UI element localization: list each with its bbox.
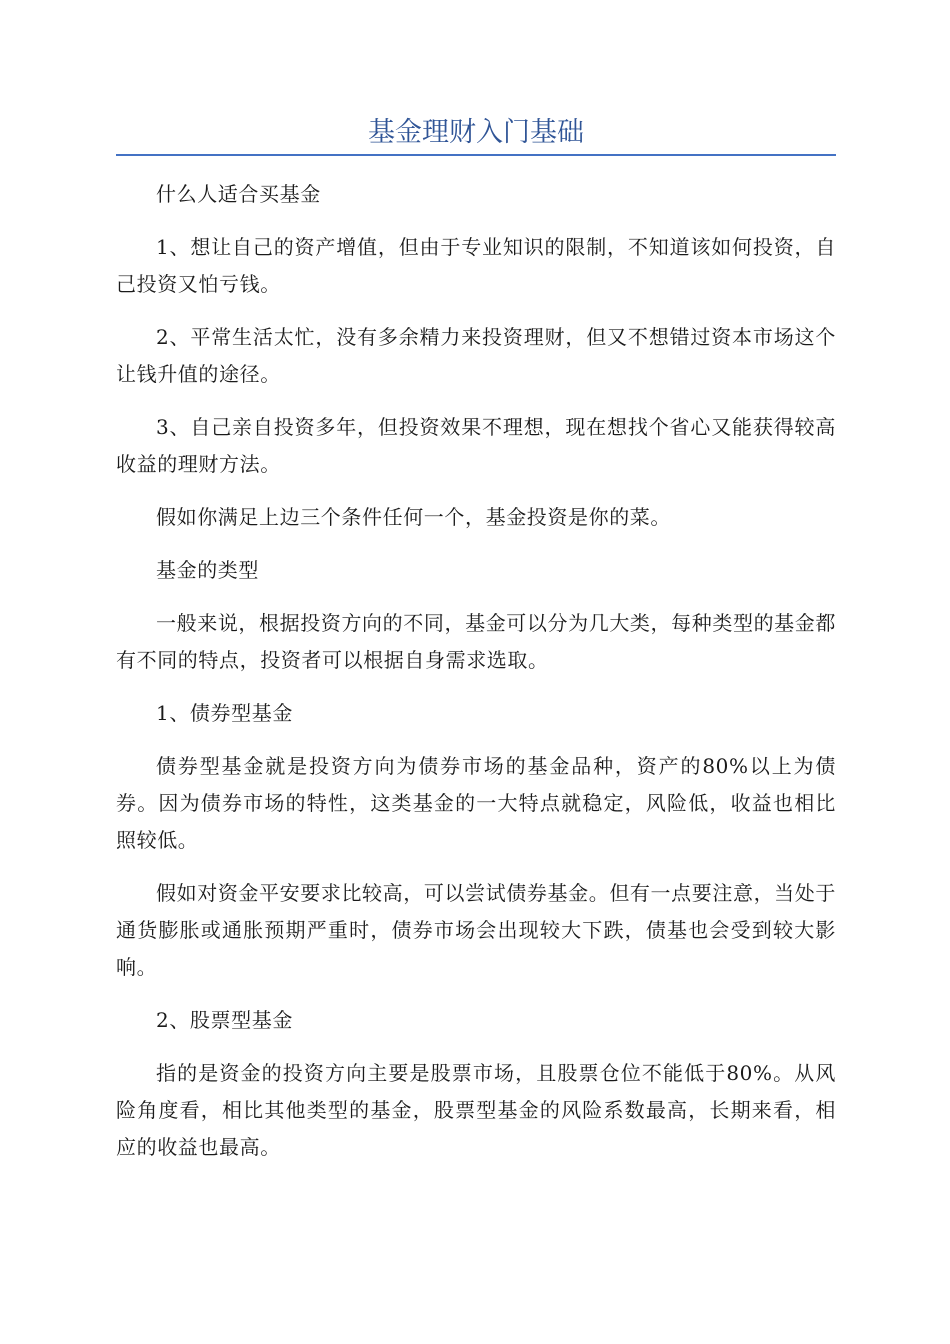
paragraph: 2、平常生活太忙，没有多余精力来投资理财，但又不想错过资本市场这个让钱升值的途径。 [116,325,836,386]
section-heading-who: 什么人适合买基金 [156,182,321,206]
title-block [116,110,836,156]
paragraph: 假如你满足上边三个条件任何一个，基金投资是你的菜。 [156,505,671,529]
subheading-bond-fund: 1、债券型基金 [156,701,293,725]
section-heading-types: 基金的类型 [156,558,259,582]
paragraph: 1、想让自己的资产增值，但由于专业知识的限制，不知道该如何投资，自己投资又怕亏钱。 [116,235,836,296]
paragraph: 一般来说，根据投资方向的不同，基金可以分为几大类，每种类型的基金都有不同的特点，投资者可以根据自身需求选取。 [116,611,836,672]
document-body [116,176,836,1182]
page-title: 基金理财入门基础 [368,117,584,148]
paragraph: 3、自己亲自投资多年，但投资效果不理想，现在想找个省心又能获得较高收益的理财方法。 [116,415,836,476]
paragraph: 债券型基金就是投资方向为债券市场的基金品种，资产的80%以上为债券。因为债券市场的特性，这类基金的一大特点就稳定，风险低，收益也相比照较低。 [116,754,836,852]
paragraph: 假如对资金平安要求比较高，可以尝试债券基金。但有一点要注意，当处于通货膨胀或通胀预期严重时，债券市场会出现较大下跌，债基也会受到较大影响。 [116,881,836,979]
paragraph: 指的是资金的投资方向主要是股票市场，且股票仓位不能低于80%。从风险角度看，相比其他类型的基金，股票型基金的风险系数最高，长期来看，相应的收益也最高。 [116,1061,836,1159]
subheading-stock-fund: 2、股票型基金 [156,1008,293,1032]
